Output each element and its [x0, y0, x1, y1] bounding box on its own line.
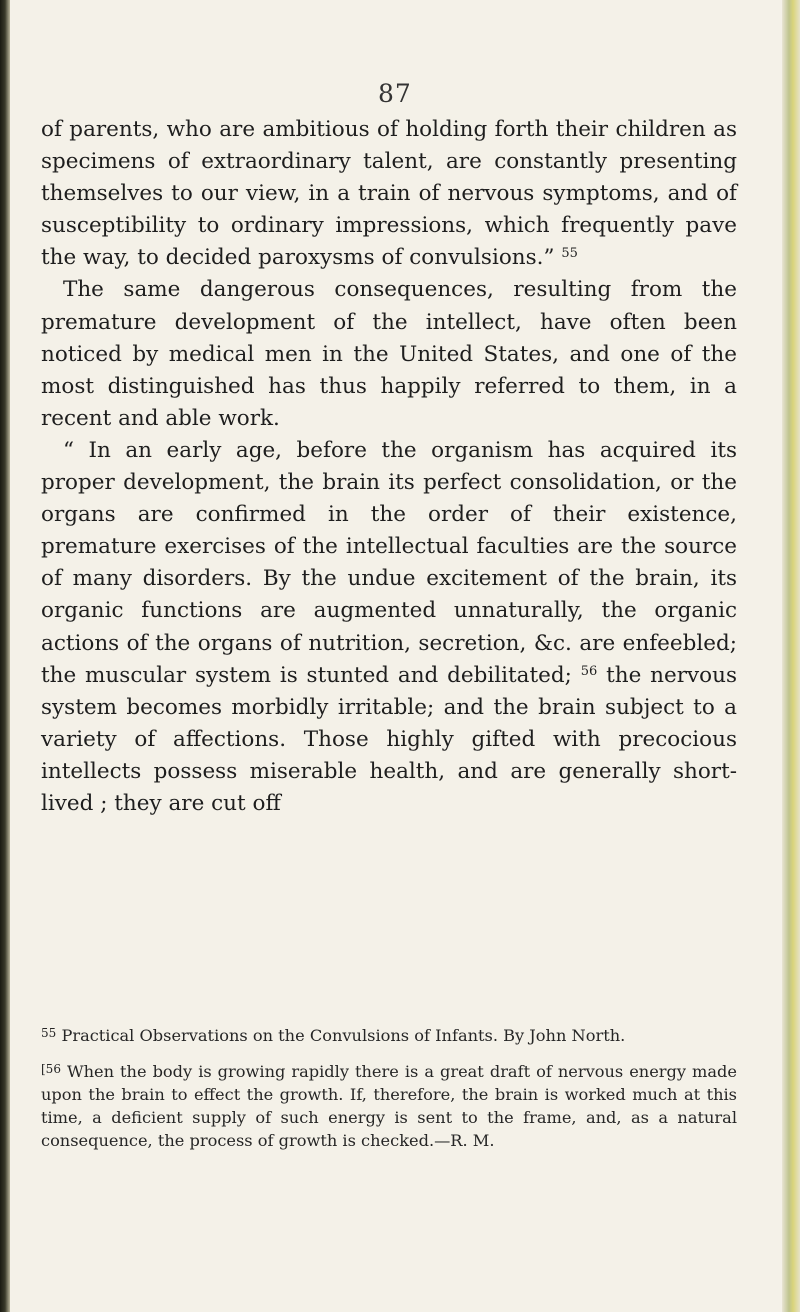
paragraph-3: [41, 435, 737, 820]
footnote-56-mark: [56: [41, 1062, 61, 1076]
body-text: [41, 114, 737, 820]
paragraph-1: [41, 114, 737, 274]
page-number: 87: [378, 79, 412, 108]
footnote-55-mark: 55: [41, 1026, 57, 1040]
footnote-56: [41, 1060, 737, 1152]
footnotes: [41, 1024, 737, 1165]
paragraph-1-text: of parents, who are ambitious of holding forth their children as specimens of extraordinary talent, are constantly presenting themselves to our view, in a train of nervous symptoms, and of susceptibility to ordinary impressions, which frequently pave the way, to decided paroxysms of convulsions.”: [41, 117, 737, 271]
footnote-56-text: When the body is growing rapidly there is a great draft of nervous energy made upon the brain to effect the growth. If, therefore, the brain is worked much at this time, a deficient supply of such energy is sent to the frame, and, as a natural consequence, the process of growth is checked.—R. M.: [41, 1062, 737, 1150]
footnote-ref-56: 56: [580, 663, 598, 679]
paragraph-2: The same dangerous consequences, resulting from the premature development of the intellect, have often been noticed by medical men in the United States, and one of the most distinguished has thus happily referred to them, in a recent and able work.: [41, 277, 737, 431]
paragraph-3-text-b: the nervous system becomes morbidly irritable; and the brain subject to a variety of affections. Those highly gifted with precocious intellects possess miserable health, and are generally short-lived ; they are cut off: [41, 662, 737, 816]
footnote-ref-55: 55: [561, 246, 578, 262]
page-stack-edge: [782, 0, 800, 1312]
footnote-55: [41, 1024, 737, 1047]
footnote-55-text: Practical Observations on the Convulsions of Infants. By John North.: [61, 1026, 626, 1045]
book-binding-edge: [0, 0, 10, 1312]
paragraph-3-text-a: “ In an early age, before the organism has acquired its proper development, the brain its perfect consolidation, or the organs are confirmed in the order of their existence, premature exercises of the intellectual faculties are the source of many disorders. By the undue excitement of the brain, its organic functions are augmented unnaturally, the organic actions of the organs of nutrition, secretion, &c. are enfeebled; the muscular system is stunted and debilitated;: [41, 437, 737, 688]
